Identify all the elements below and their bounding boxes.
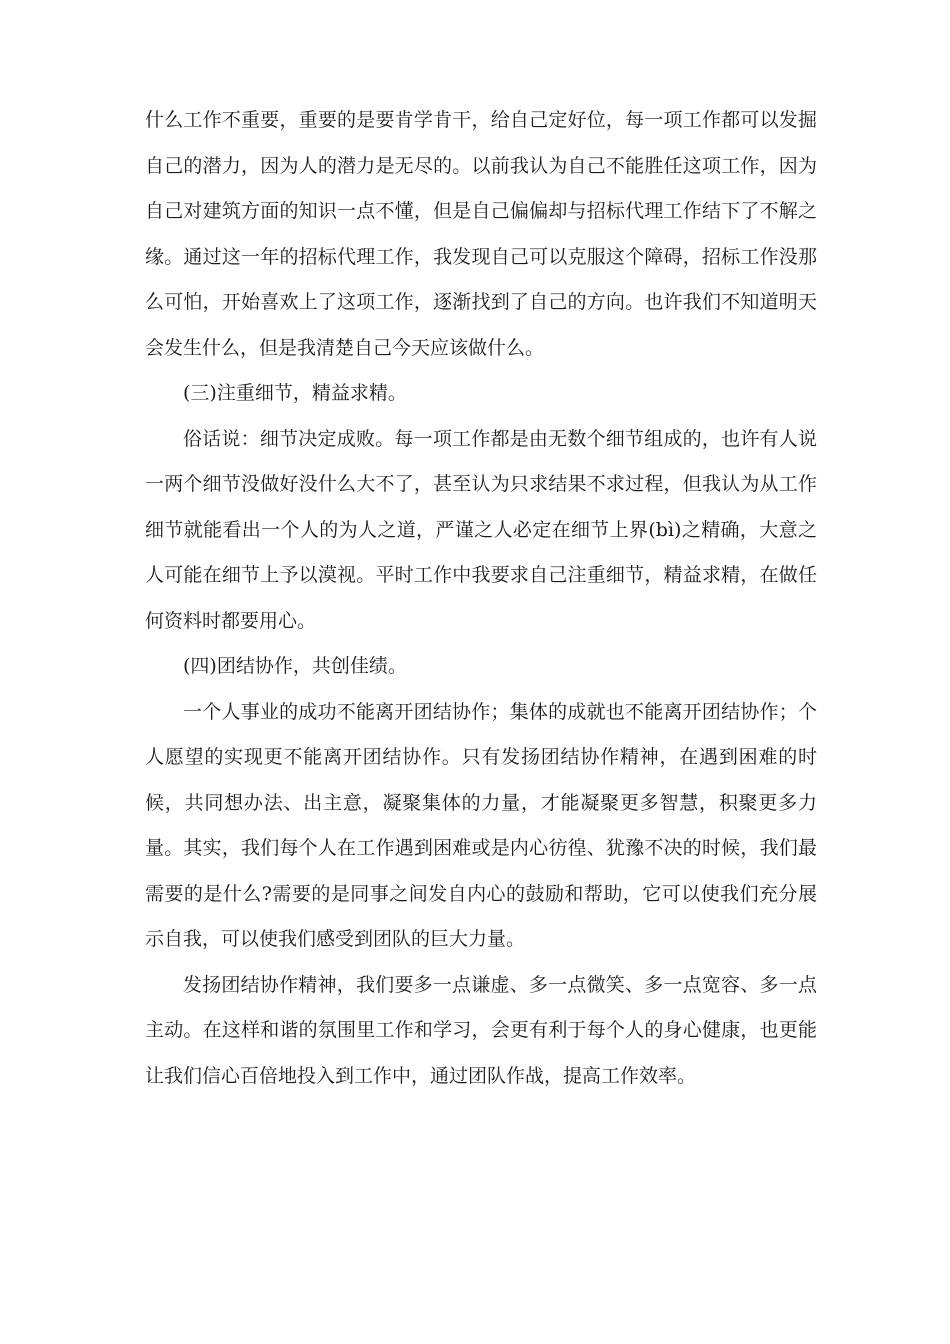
paragraph-4: 发扬团结协作精神，我们要多一点谦虚、多一点微笑、多一点宽容、多一点主动。在这样和谐的氛围里工作和学习，会更有利于每个人的身心健康，也更能让我们信心百倍地投入到工作中，通过团队作战，提高工作效率。	[145, 973, 817, 1087]
paragraph-3: 一个人事业的成功不能离开团结协作；集体的成就也不能离开团结协作；个人愿望的实现更不能离开团结协作。只有发扬团结协作精神，在遇到困难的时候，共同想办法、出主意，凝聚集体的力量，才能凝聚更多智慧，积聚更多力量。其实，我们每个人在工作遇到困难或是内心彷徨、犹豫不决的时候，我们最需要的是什么?需要的是同事之间发自内心的鼓励和帮助，它可以使我们充分展示自我，可以使我们感受到团队的巨大力量。	[145, 700, 817, 950]
section-heading-3: (三)注重细节，精益求精。	[183, 382, 407, 404]
paragraph-2: 俗话说：细节决定成败。每一项工作都是由无数个细节组成的，也许有人说一两个细节没做好没什么大不了，甚至认为只求结果不求过程，但我认为从工作细节就能看出一个人的为人之道，严谨之人必定在细节上界(bì)之精确，大意之人可能在细节上予以漠视。平时工作中我要求自己注重细节，精益求精，在做任何资料时都要用心。	[145, 427, 817, 632]
section-heading-4: (四)团结协作，共创佳绩。	[183, 655, 407, 677]
document-body	[145, 98, 817, 1099]
paragraph-1: 什么工作不重要，重要的是要肯学肯干，给自己定好位，每一项工作都可以发掘自己的潜力，因为人的潜力是无尽的。以前我认为自己不能胜任这项工作，因为自己对建筑方面的知识一点不懂，但是自己偏偏却与招标代理工作结下了不解之缘。通过这一年的招标代理工作，我发现自己可以克服这个障碍，招标工作没那么可怕，开始喜欢上了这项工作，逐渐找到了自己的方向。也许我们不知道明天会发生什么，但是我清楚自己今天应该做什么。	[145, 109, 817, 359]
